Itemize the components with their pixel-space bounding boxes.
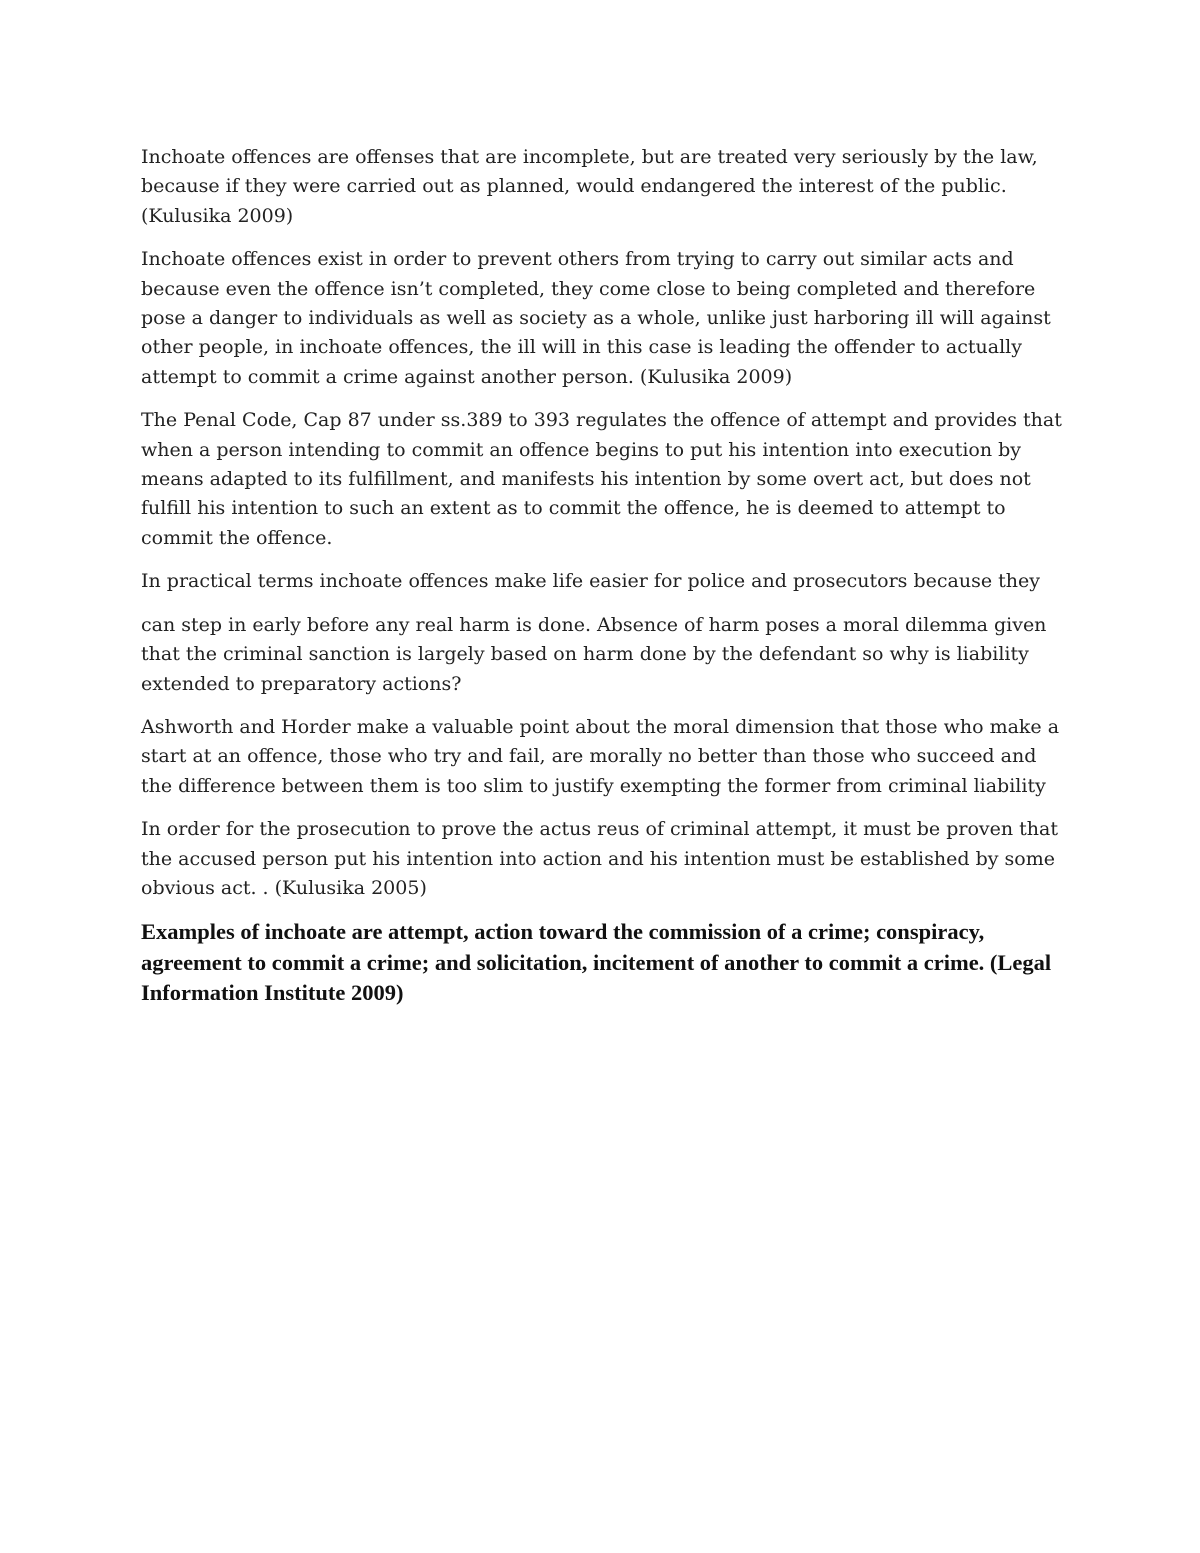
paragraph-ashworth-horder: Ashworth and Horder make a valuable point about the moral dimension that those who make a start at an offence, those who try and fail, are morally no better than those who succeed and the difference between them is too slim to justify exempting the former from criminal liability <box>141 715 1060 797</box>
paragraph-actus-reus: In order for the prosecution to prove the actus reus of criminal attempt, it must be proven that the accused person put his intention into action and his intention must be established by some obvious act. . (Kulusika 2005) <box>141 818 1058 899</box>
paragraph-moral-dilemma: can step in early before any real harm is done. Absence of harm poses a moral dilemma given that the criminal sanction is largely based on harm done by the defendant so why is liability extended to preparatory actions? <box>141 613 1047 695</box>
paragraph-practical-terms: In practical terms inchoate offences make life easier for police and prosecutors because they <box>141 570 1040 593</box>
paragraph-definition: Inchoate offences are offenses that are incomplete, but are treated very seriously by the law, because if they were carried out as planned, would endangered the interest of the public. (Kulusika 2009) <box>141 146 1038 227</box>
paragraph-purpose: Inchoate offences exist in order to prevent others from trying to carry out similar acts and because even the offence isn’t completed, they come close to being completed and therefore pose a danger to individuals as well as society as a whole, unlike just harboring ill will against other people, in inchoate offences, the ill will in this case is leading the offender to actually attempt to commit a crime against another person. (Kulusika 2009) <box>141 248 1051 388</box>
paragraph-examples: Examples of inchoate are attempt, action toward the commission of a crime; conspiracy, agreement to commit a crime; and solicitation, incitement of another to commit a crime. (Legal Information Institute 2009) <box>141 919 1052 1006</box>
paragraph-penal-code: The Penal Code, Cap 87 under ss.389 to 393 regulates the offence of attempt and provides that when a person intending to commit an offence begins to put his intention into execution by means adapted to its fulfillment, and manifests his intention by some overt act, but does not fulfill his intention to such an extent as to commit the offence, he is deemed to attempt to commit the offence. <box>141 409 1062 549</box>
document-body <box>141 143 1066 1023</box>
